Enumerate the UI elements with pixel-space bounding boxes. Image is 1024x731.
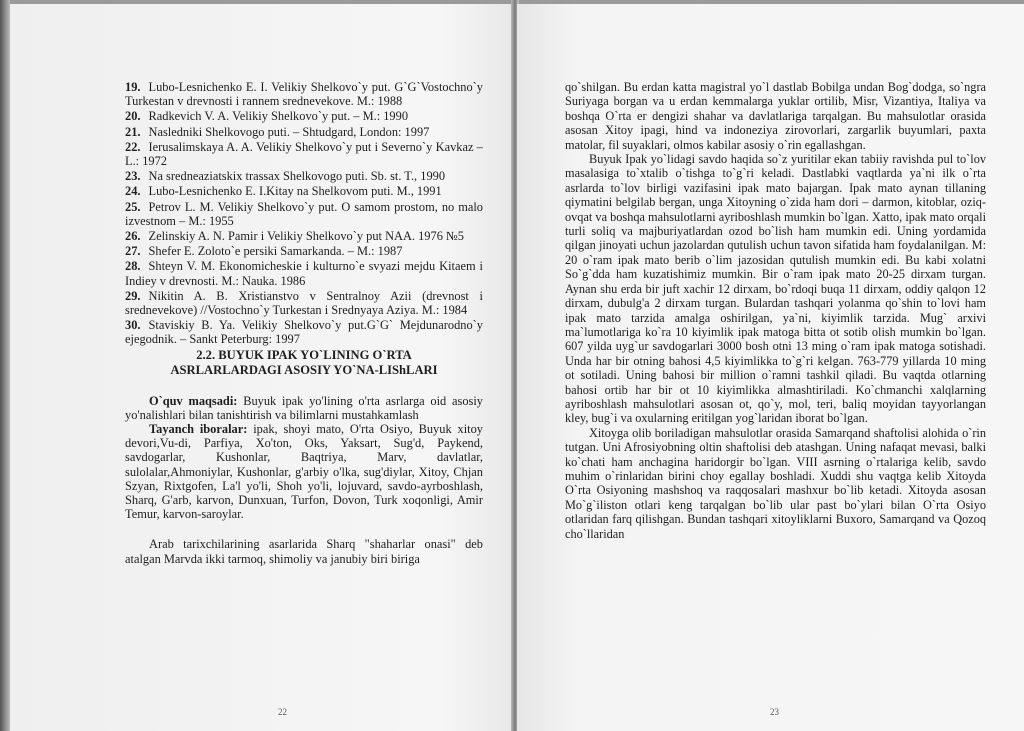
learning-goal-label: O`quv maqsadi: [149,393,238,408]
body-paragraph: Xitoyga olib boriladigan mahsulotlar orasida Samarqand shaftolisi alohida o`rin tutgan. Uni Afrosiyobning oltin shaftolisi deb atashgan. Uning nafaqat mevasi, balki ko`chati ham anchagina haridorgir bo`lgan. VIII asrning o`rtalariga kelib, savdo muhim o`rinlaridan birini choy egallay boshladi. Xuddi shu vaqtga kelib Xitoyda O`rta Osiyoning mashshoq va raqqosalari mashxur bo`lib ketadi. Xitoyda asosan Mo`g`iliston otlari keng tarqalgan bo`lib ular past bo`ylari bilan O`rta Osiyo otlaridan farq qilishgan. Bundan tashqari xitoyliklarni Buxoro, Samarqand va Qozoq cho`llaridan [565,425,986,541]
reference-text: Staviskiy B. Ya. Velikiy Shelkovo`y put.G`G` Mejdunarodno`y ejegodnik. – Sankt Peterburg: 1997 [125,318,483,347]
learning-goal-paragraph [125,394,483,422]
scan-left-edge [0,0,10,731]
reference-list [125,80,483,347]
reference-number: 29. [125,288,141,303]
page-number: 22 [278,707,287,717]
key-terms-text: ipak, shoyi mato, O'rta Osiyo, Buyuk xitoy devori,Vu-di, Parfiya, Xo'ton, Oks, Yaksart, Sug'd, Paykend, savdogarlar, Kushonlar, Baqtriya, Marv, davlatlar, sulolalar,Ahmoniylar, Kushonlar, g'arbiy o'lka, sug'diylar, Xitoy, Chjan Szyan, Rixtgofen, La'l yo'li, Shoh yo'li, lojuvard, savdo-ayrboshlash, Sharq, G'arb, karvon, Dunxuan, Turfon, Dovon, Turk xoqonligi, Amir Temur, karvon-saroylar. [125,422,483,522]
reference-number: 24. [125,184,141,199]
reference-number: 25. [125,199,141,214]
reference-item [125,200,483,228]
reference-number: 26. [125,229,141,244]
reference-item [125,318,483,346]
reference-text: Ierusalimskaya A. A. Velikiy Shelkovo`y put i Severno`y Kavkaz – L.: 1972 [125,139,483,169]
reference-text: Lubo-Lesnichenko E. I.Kitay na Shelkovom puti. M., 1991 [148,184,442,199]
reference-text: Radkevich V. A. Velikiy Shelkovo`y put. – M.: 1990 [148,109,409,124]
left-page [10,4,513,731]
reference-item [125,259,483,287]
page-number: 23 [770,707,779,717]
reference-text: Shteyn V. M. Ekonomicheskie i kulturno`e svyazi mejdu Kitaem i Indiey v drevnosti. M.: Nauka. 1986 [125,259,483,288]
reference-number: 30. [125,318,141,333]
reference-number: 19. [125,80,141,94]
reference-text: Na sredneaziatskix trassax Shelkovogo puti. Sb. st. T., 1990 [148,169,446,184]
reference-text: Lubo-Lesnichenko E. I. Velikiy Shelkovo`y put. G`G`Vostochno`y Turkestan v drevnosti i rannem srednevekove. M.: 1988 [125,80,483,109]
reference-item [125,169,483,183]
reference-number: 22. [125,139,141,154]
reference-number: 21. [125,124,141,139]
reference-text: Nasledniki Shelkovogo puti. – Shtudgard, London: 1997 [148,124,430,139]
reference-text: Petrov L. M. Velikiy Shelkovo`y put. O samom prostom, no malo izvestnom – M.: 1955 [125,199,483,228]
learning-goal-text: Buyuk ipak yo'lining o'rta asrlarga oid asosiy yo'nalishlari bilan tanishtirish va bilimlarni mustahkamlash [125,393,484,422]
section-heading [125,348,483,378]
reference-item [125,80,483,108]
reference-item [125,125,483,139]
reference-text: Nikitin A. B. Xristianstvo v Sentralnoy Azii (drevnost i srednevekove) //Vostochno`y Turkestan i Srednyaya Aziya. M.: 1984 [125,288,483,318]
reference-number: 27. [125,244,141,259]
reference-item [125,109,483,123]
reference-item [125,140,483,168]
reference-number: 28. [125,259,141,274]
reference-item [125,289,483,317]
reference-number: 23. [125,169,141,184]
reference-text: Shefer E. Zoloto`e persiki Samarkanda. – M.: 1987 [148,244,403,259]
reference-item [125,229,483,243]
body-paragraph: Buyuk Ipak yo`lidagi savdo haqida so`z yuritilar ekan tabiiy ravishda pul to`lov masalasiga to`xtalib o`tishga to`g`ri keladi. Dastlabki vaqtlarda ya`ni ilk o`rta asrlarda to`lov birligi vazifasini ipak mato bajargan. Ipak mato aynan tillaning qiymatini belgilab bergan, unga Xitoyning o`zida ham dori – darmon, kitoblar, oziq-ovqat va boshqa mahsulotlarni ayriboshlash mumkin bo`lgan. Xatto, ipak mato orqali turli soliq va majburiyatlardan ozod bo`lish ham mumkin edi. Uning yordamida qilgan jinoyati uchun jazolardan qutulish uchun tavon sifatida ham foydalanilgan. M: 20 o`ram ipak mato berib o`lim jazosidan qutulish mumkin edi. Bu kabi xolatni So`g`dda ham kuzatishimiz mumkin. Bir o`ram ipak mato 20-25 dirxam turgan. Aynan shu erda bir juft xachir 12 dirxam, bo`rdoqi buqa 11 dirxam, oddiy qalqon 12 dirxam, dubulg'a 2 dirxam turgan. Bulardan tashqari yolanma qo`shin to`lovi ham ipak mato tarzida amalga oshirilgan, ya`ni, kiyimlik tarzida. Mug` arxivi ma`lumotlariga ko`ra 10 kiyimlik ipak matoga bitta ot sotib olish mumkin bo`lgan. 607 yilda uyg`ur savdogarlari 3000 bosh otni 13 ming o`ram ipak matoga sotishadi. Unda har bir otning bahosi 4,5 kiyimlikka to`g`ri kelgan. 763-779 yillarda 10 ming ot sotiladi. Uning bahosi bir million o`ramni tashkil qiladi. Bu vaqtda otlarning bahosi ortib har bir ot 10 kiyimlikka almashtiriladi. Ko`chmanchi xalqlarning ayriboshlash mahsulotlari asosan ot, qo`y, mol, teri, baliq moyidan tayyorlangan kley, bug`i va oxularning eritilgan yog`laridan iborat bo`lgan. [565,152,986,426]
reference-item [125,184,483,198]
key-terms-paragraph [125,422,483,521]
body-paragraph: Arab tarixchilarining asarlarida Sharq "shaharlar onasi" deb atalgan Marvda ikki tarmoq, shimoliy va janubiy biri biriga [125,537,483,566]
reference-text: Zelinskiy A. N. Pamir i Velikiy Shelkovo`y put NAA. 1976 №5 [148,229,464,244]
right-page [517,4,1024,731]
section-heading-line1: 2.2. BUYUK IPAK YO`LINING O`RTA [196,347,412,362]
reference-item [125,244,483,258]
reference-number: 20. [125,109,141,124]
key-terms-label: Tayanch iboralar: [149,422,248,437]
body-paragraph: qo`shilgan. Bu erdan katta magistral yo`l dastlab Bobilga undan Bog`dodga, so`ngra Suriyaga borgan va u erdan kemmalarga yuklar ortilib, Misr, Vizantiya, Italiya va boshqa O`rta er dengizi shahar va davlatlariga tarqalgan. Bu mahsulotlar orasida asosan Xitoy ipagi, hind va indoneziya zirovorlari, zargarlik buyumlari, paxta matolar, fil suyaklari, olmos kabilar asosiy o`rin egallashgan. [565,80,986,152]
section-heading-line2: ASRLARLARDAGI ASOSIY YO`NA-LIShLARI [170,362,438,377]
